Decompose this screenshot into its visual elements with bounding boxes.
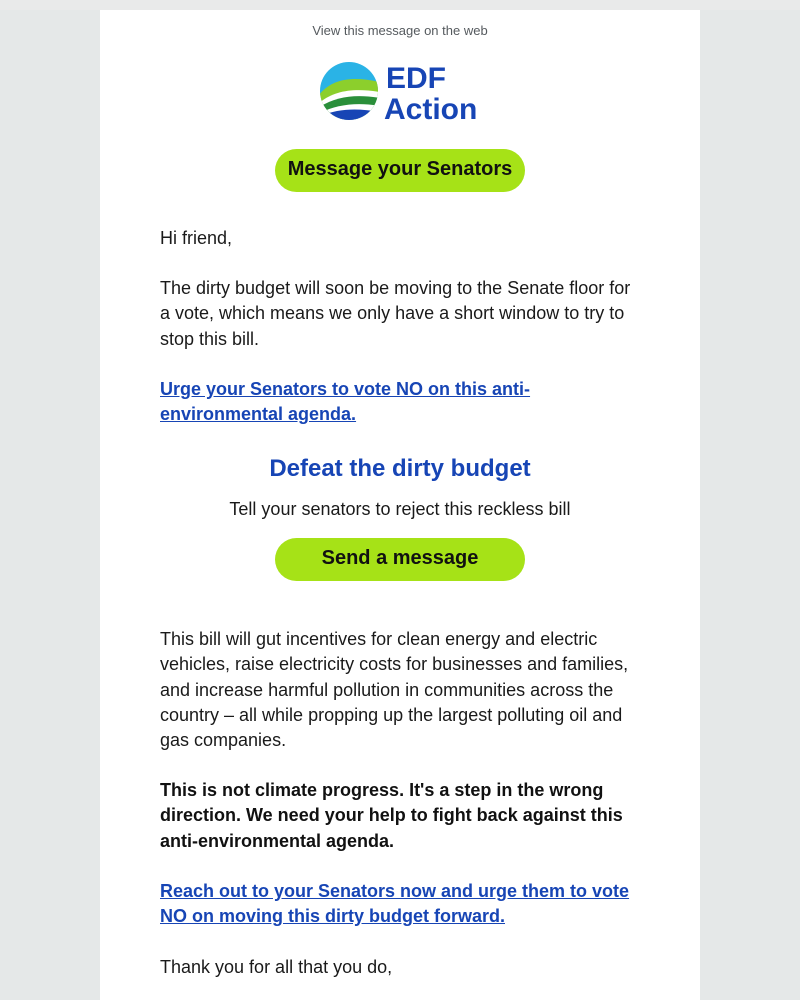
urge-senators-paragraph (160, 377, 640, 428)
logo-text-line1: EDF (386, 62, 446, 95)
message-senators-button[interactable]: Message your Senators (275, 149, 525, 192)
send-message-button[interactable]: Send a message (275, 538, 525, 581)
reach-out-senators-link[interactable]: Reach out to your Senators now and urge them to vote NO on moving this dirty budget forward. (160, 881, 630, 927)
view-on-web-link[interactable]: View this message on the web (312, 23, 488, 38)
impact-paragraph: This bill will gut incentives for clean energy and electric vehicles, raise electricity costs for businesses and families, and increase harmful pollution in communities across the country – all while propping up the largest polluting oil and gas companies. (160, 629, 629, 751)
thanks-text: Thank you for all that you do, (160, 957, 393, 977)
edf-action-logo[interactable] (318, 58, 482, 124)
emphasis-paragraph: This is not climate progress. It's a step in the wrong direction. We need your help to fight back against this anti-environmental agenda. (160, 780, 623, 851)
cta-headline: Defeat the dirty budget (269, 455, 531, 482)
edf-wave-logo-icon (318, 58, 482, 124)
email-body (100, 10, 700, 1000)
intro-paragraph: The dirty budget will soon be moving to the Senate floor for a vote, which means we only have a short window to try to stop this bill. (160, 278, 631, 349)
urge-senators-link[interactable]: Urge your Senators to vote NO on this anti-environmental agenda. (160, 379, 531, 425)
top-band (0, 0, 800, 10)
reach-out-paragraph (160, 879, 640, 930)
cta-subtitle: Tell your senators to reject this reckless bill (229, 499, 571, 519)
greeting-text: Hi friend, (160, 228, 233, 248)
logo-text-line2: Action (384, 93, 478, 124)
